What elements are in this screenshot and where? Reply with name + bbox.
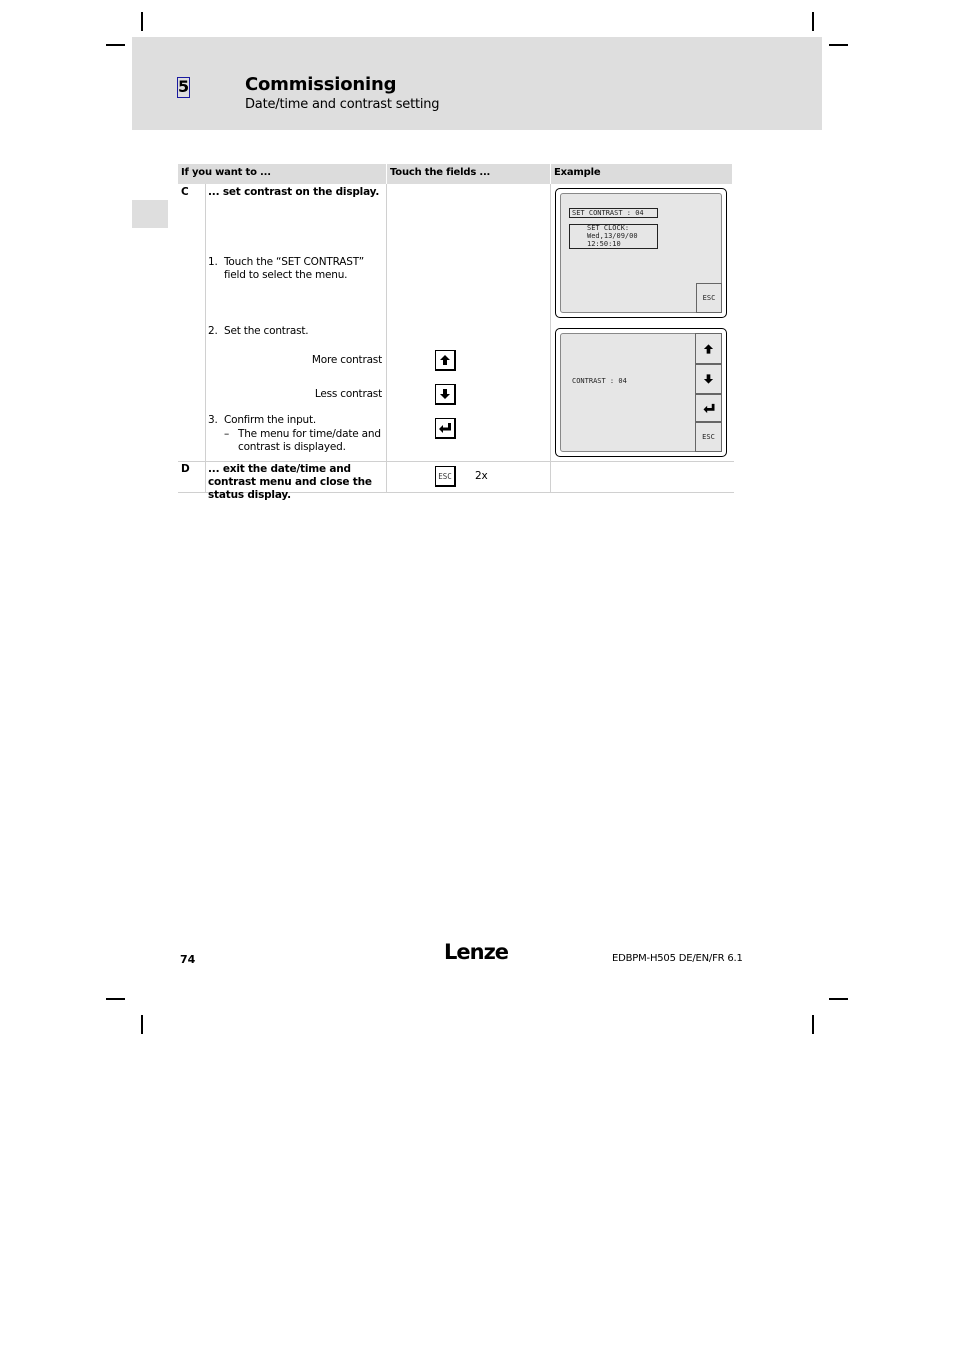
chapter-number: 5 [178,77,190,96]
table-row-divider [178,461,734,462]
enter-icon [438,422,452,434]
esc-key[interactable]: ESC [435,466,456,487]
page-subtitle: Date/time and contrast setting [245,97,440,112]
down-arrow-button[interactable] [695,364,722,394]
set-clock-label: SET CLOCK: [587,224,630,232]
press-count: 2x [475,470,488,482]
enter-button[interactable] [695,394,722,422]
esc-button[interactable]: ESC [696,283,722,313]
crop-mark [829,44,848,46]
crop-mark [106,998,125,1000]
step-subtext: The menu for time/date and contrast is displayed. [238,428,381,453]
crop-mark [141,12,143,31]
step-number: 2. [208,325,218,337]
side-tab [132,200,168,228]
crop-mark [141,1015,143,1034]
table-divider [550,184,551,492]
crop-mark [812,12,814,31]
header-band [132,37,822,130]
step-text: Touch the “SET CONTRAST” field to select the menu. [224,256,364,281]
clock-time: 12:50:10 [587,240,621,248]
less-contrast-label: Less contrast [314,388,382,400]
column-header-want: If you want to ... [178,164,386,184]
column-header-touch: Touch the fields ... [387,164,550,184]
up-arrow-key[interactable] [435,350,456,371]
arrow-up-icon [703,343,714,355]
page-number: 74 [180,953,196,966]
crop-mark [812,1015,814,1034]
crop-mark [106,44,125,46]
row-d-text: ... exit the date/time and contrast menu and close the status display. [208,463,372,501]
page-title: Commissioning [245,74,397,95]
arrow-down-icon [703,373,714,385]
document-id: EDBPM-H505 DE/EN/FR 6.1 [612,953,743,964]
arrow-up-icon [439,354,451,366]
table-divider [386,184,387,492]
esc-button[interactable]: ESC [695,422,722,452]
row-letter-d: D [181,463,190,475]
enter-icon [702,403,716,414]
column-header-example: Example [551,164,732,184]
more-contrast-label: More contrast [311,354,382,366]
table-divider [205,184,206,492]
step-text: Set the contrast. [224,325,309,337]
crop-mark [829,998,848,1000]
dash-bullet: – [224,428,230,440]
up-arrow-button[interactable] [695,333,722,364]
row-letter-c: C [181,186,189,198]
arrow-down-icon [439,388,451,400]
enter-key[interactable] [435,418,456,439]
set-contrast-field[interactable]: SET CONTRAST : 04 [569,208,658,218]
step-number: 3. [208,414,218,426]
step-number: 1. [208,256,218,268]
clock-date: Wed,13/09/00 [587,232,638,240]
contrast-value: CONTRAST : 04 [572,377,627,385]
step-text: Confirm the input. [224,414,317,426]
lenze-logo: Lenze [444,940,509,964]
row-c-heading: ... set contrast on the display. [208,186,380,198]
down-arrow-key[interactable] [435,384,456,405]
